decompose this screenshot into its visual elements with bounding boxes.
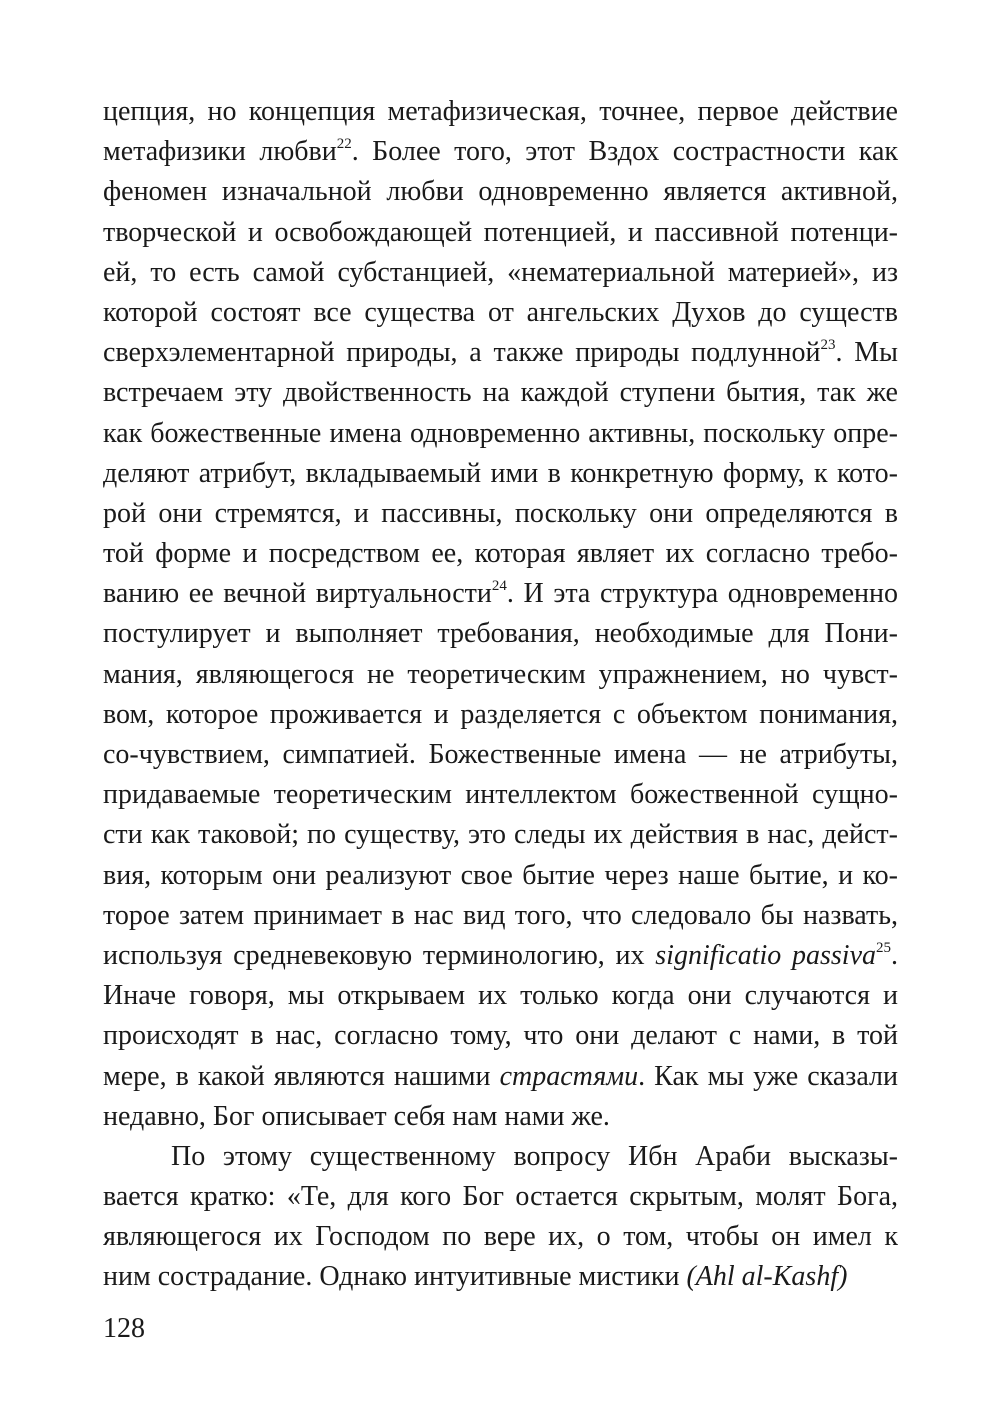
text-run: метафизики любви — [103, 136, 337, 168]
text-run: недавно, Бог описывает себя нам нами же. — [103, 1100, 610, 1132]
text-run: . — [891, 939, 898, 971]
text-run: . Как мы уже сказали — [638, 1060, 898, 1092]
text-run: феномен изначальной любви одновременно является активной, — [103, 176, 898, 208]
text-line — [103, 373, 898, 413]
italic-term: significatio passiva — [655, 939, 876, 971]
text-line — [103, 333, 898, 373]
text-run: вом, которое проживается и разделяется с объектом понимания, — [103, 698, 898, 730]
footnote-marker: 25 — [876, 939, 891, 956]
text-line — [103, 976, 898, 1016]
text-run: сти как таковой; по существу, это следы их действия в нас, дейст- — [103, 819, 898, 851]
text-line — [103, 414, 898, 454]
footnote-marker: 22 — [336, 136, 352, 153]
text-line — [103, 1057, 898, 1097]
text-run: вия, которым они реализуют свое бытие через наше бытие, и ко- — [103, 859, 898, 891]
text-run: ей, то есть самой субстанцией, «нематериальной материей», из — [103, 256, 898, 288]
text-run: являющегося их Господом по вере их, о том, чтобы он имел к — [103, 1221, 898, 1253]
text-line — [103, 655, 898, 695]
text-run: мания, являющегося не теоретическим упражнением, но чувст- — [103, 658, 898, 690]
text-run: которой состоят все существа от ангельских Духов до существ — [103, 296, 898, 328]
text-line — [103, 1257, 898, 1297]
text-line — [103, 534, 898, 574]
text-line — [103, 1097, 898, 1137]
text-line — [103, 896, 898, 936]
text-line — [103, 293, 898, 333]
text-run: вается кратко: «Те, для кого Бог остается скрытым, молят Бога, — [103, 1181, 898, 1213]
footnote-marker: 24 — [491, 578, 507, 595]
italic-term: страстями — [499, 1060, 639, 1092]
text-line — [103, 775, 898, 815]
text-run: ванию ее вечной виртуальности — [103, 578, 492, 610]
text-run: деляют атрибут, вкладываемый ими в конкретную форму, к кото- — [103, 457, 898, 489]
text-line — [103, 574, 898, 614]
paragraph-1 — [103, 92, 898, 1137]
text-line — [103, 735, 898, 775]
text-run: используя средневековую терминологию, их — [103, 939, 656, 971]
text-run: По этому существенному вопросу Ибн Араби высказы- — [171, 1140, 898, 1172]
text-run: как божественные имена одновременно активны, поскольку опре- — [103, 417, 898, 449]
text-run: цепция, но концепция метафизическая, точнее, первое действие — [103, 96, 898, 127]
text-run: . Мы — [835, 337, 898, 369]
text-line — [103, 936, 898, 976]
text-line — [103, 1177, 898, 1217]
text-run: творческой и освобождающей потенцией, и пассивной потенци- — [103, 216, 898, 248]
text-line — [103, 1217, 898, 1257]
text-run: встречаем эту двойственность на каждой ступени бытия, так же — [103, 377, 898, 409]
text-line — [103, 494, 898, 534]
text-line — [103, 815, 898, 855]
italic-term: (Ahl al-Kashf) — [686, 1261, 848, 1293]
text-line — [103, 213, 898, 253]
text-run: рой они стремятся, и пассивны, поскольку они определяются в — [103, 497, 898, 529]
text-line — [103, 856, 898, 896]
text-run: ним сострадание. Однако интуитивные мистики — [103, 1261, 687, 1293]
text-run: той форме и посредством ее, которая являет их согласно требо- — [103, 538, 898, 570]
footnote-marker: 23 — [820, 337, 836, 354]
text-line — [103, 1137, 898, 1177]
text-line — [103, 1016, 898, 1056]
text-line — [103, 695, 898, 735]
text-run: мере, в какой являются нашими — [103, 1060, 500, 1092]
text-line — [103, 132, 898, 172]
text-run: торое затем принимает в нас вид того, что следовало бы назвать, — [103, 899, 898, 931]
text-run: придаваемые теоретическим интеллектом божественной сущно- — [103, 779, 898, 811]
text-line — [103, 454, 898, 494]
page-body — [103, 92, 898, 1298]
page-number: 128 — [103, 1313, 145, 1344]
text-run: происходят в нас, согласно тому, что они делают с нами, в той — [103, 1020, 898, 1052]
text-run: . И эта структура одновременно — [506, 578, 898, 610]
text-line — [103, 92, 898, 132]
paragraph-2 — [103, 1137, 898, 1298]
text-line — [103, 253, 898, 293]
text-run: постулирует и выполняет требования, необходимые для Пони- — [103, 618, 898, 650]
text-run: сверхэлементарной природы, а также природы подлунной — [103, 337, 821, 369]
text-run: со-чувствием, симпатией. Божественные имена — не атрибуты, — [103, 739, 898, 770]
text-run: . Более того, этот Вздох сострастности как — [351, 136, 898, 168]
text-line — [103, 172, 898, 212]
text-line — [103, 614, 898, 654]
text-run: Иначе говоря, мы открываем их только когда они случаются и — [103, 980, 898, 1012]
